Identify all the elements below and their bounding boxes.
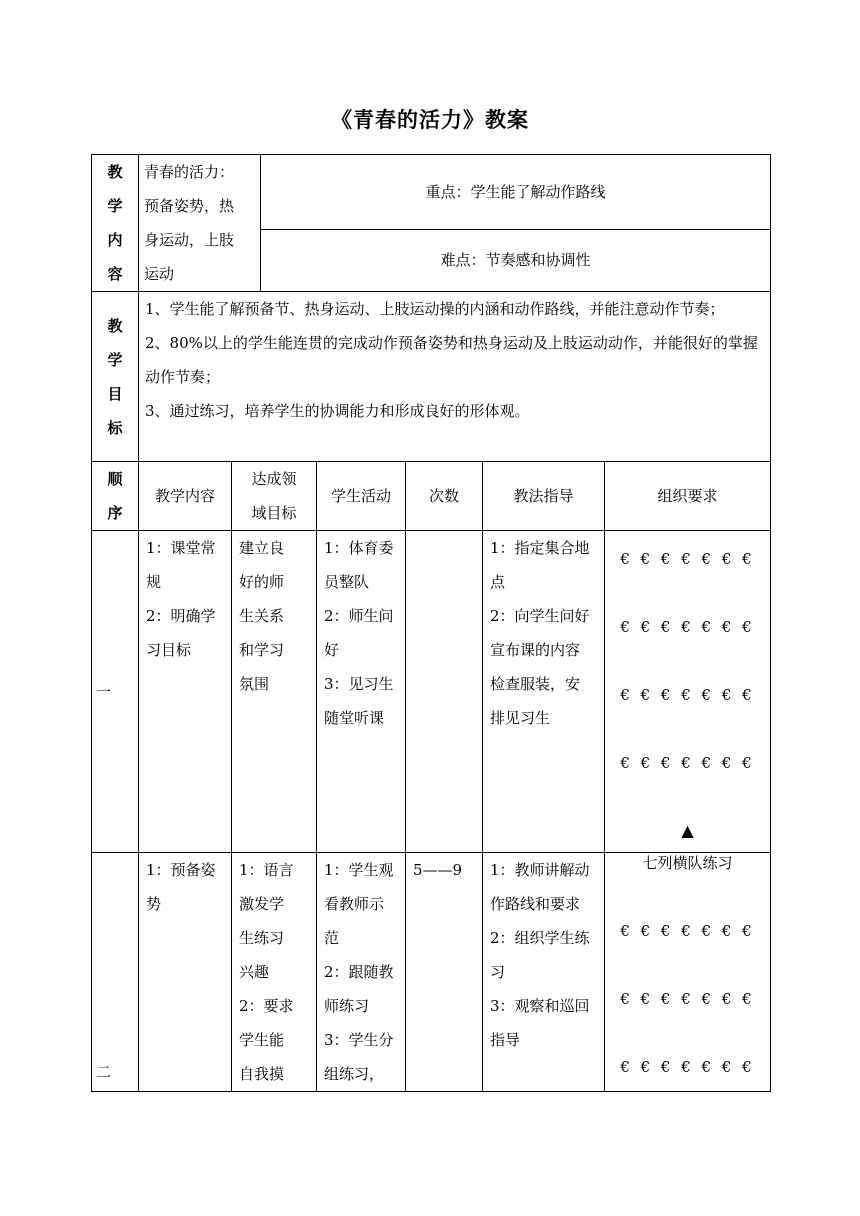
goal-text (139, 292, 771, 462)
row-formation (605, 853, 771, 1092)
row-content: 1：课堂常 规 2：明确学 习目标 (139, 531, 232, 853)
goal-line: 1、学生能了解预备节、热身运动、上肢运动操的内涵和动作路线，并能注意动作节奏； (145, 300, 725, 318)
goal-label: 教 学 目 标 (92, 292, 139, 462)
formation-title: 七列横队练习 (642, 854, 733, 872)
key-point: 重点：学生能了解动作路线 (261, 155, 771, 230)
header-target: 达成领 域目标 (232, 462, 317, 531)
formation-row: € € € € € € € (620, 618, 755, 636)
table-row (92, 853, 771, 1092)
row-target: 建立良 好的师 生关系 和学习 氛围 (232, 531, 317, 853)
formation-row: € € € € € € € (620, 686, 755, 704)
header-student-activity: 学生活动 (317, 462, 406, 531)
row-sequence: 二 (92, 853, 139, 1092)
row-method: 1：指定集合地 点 2：向学生问好 宣布课的内容 检查服装，安 排见习生 (483, 531, 605, 853)
row-content: 1：预备姿 势 (139, 853, 232, 1092)
row-activity: 1：体育委 员整队 2：师生问 好 3：见习生 随堂听课 (317, 531, 406, 853)
formation-row: € € € € € € € (620, 1058, 755, 1076)
content-text: 青春的活力： 预备姿势，热 身运动，上肢 运动 (139, 155, 261, 292)
header-teaching-content: 教学内容 (139, 462, 232, 531)
row-activity: 1：学生观 看教师示 范 2：跟随教 师练习 3：学生分 组练习， (317, 853, 406, 1092)
header-method: 教法指导 (483, 462, 605, 531)
formation-row: € € € € € € € (620, 990, 755, 1008)
row-formation (605, 531, 771, 853)
content-label: 教 学 内 容 (92, 155, 139, 292)
goal-line: 3、通过练习，培养学生的协调能力和形成良好的形体观。 (145, 402, 530, 420)
header-count: 次数 (406, 462, 483, 531)
goal-line: 2、80%以上的学生能连贯的完成动作预备姿势和热身运动及上肢运动动作，并能很好的掌握动作节奏； (145, 334, 758, 386)
row-count: 5——9 (406, 853, 483, 1092)
formation-row: € € € € € € € (620, 550, 755, 568)
difficult-point: 难点：节奏感和协调性 (261, 229, 771, 291)
row-count (406, 531, 483, 853)
content-row-key (92, 155, 771, 230)
formation-row: € € € € € € € (620, 754, 755, 772)
header-sequence: 顺 序 (92, 462, 139, 531)
teacher-marker-icon: ▲ (681, 821, 694, 840)
row-target: 1：语言 激发学 生练习 兴趣 2：要求 学生能 自我摸 (232, 853, 317, 1092)
document-title: 《青春的活力》教案 (331, 107, 529, 132)
row-sequence: 一 (92, 531, 139, 853)
goal-row (92, 292, 771, 462)
formation-row: € € € € € € € (620, 922, 755, 940)
table-header-row (92, 462, 771, 531)
row-method: 1：教师讲解动 作路线和要求 2：组织学生练 习 3：观察和巡回 指导 (483, 853, 605, 1092)
header-organization: 组织要求 (605, 462, 771, 531)
table-row (92, 531, 771, 853)
lesson-plan-table (91, 154, 771, 1092)
